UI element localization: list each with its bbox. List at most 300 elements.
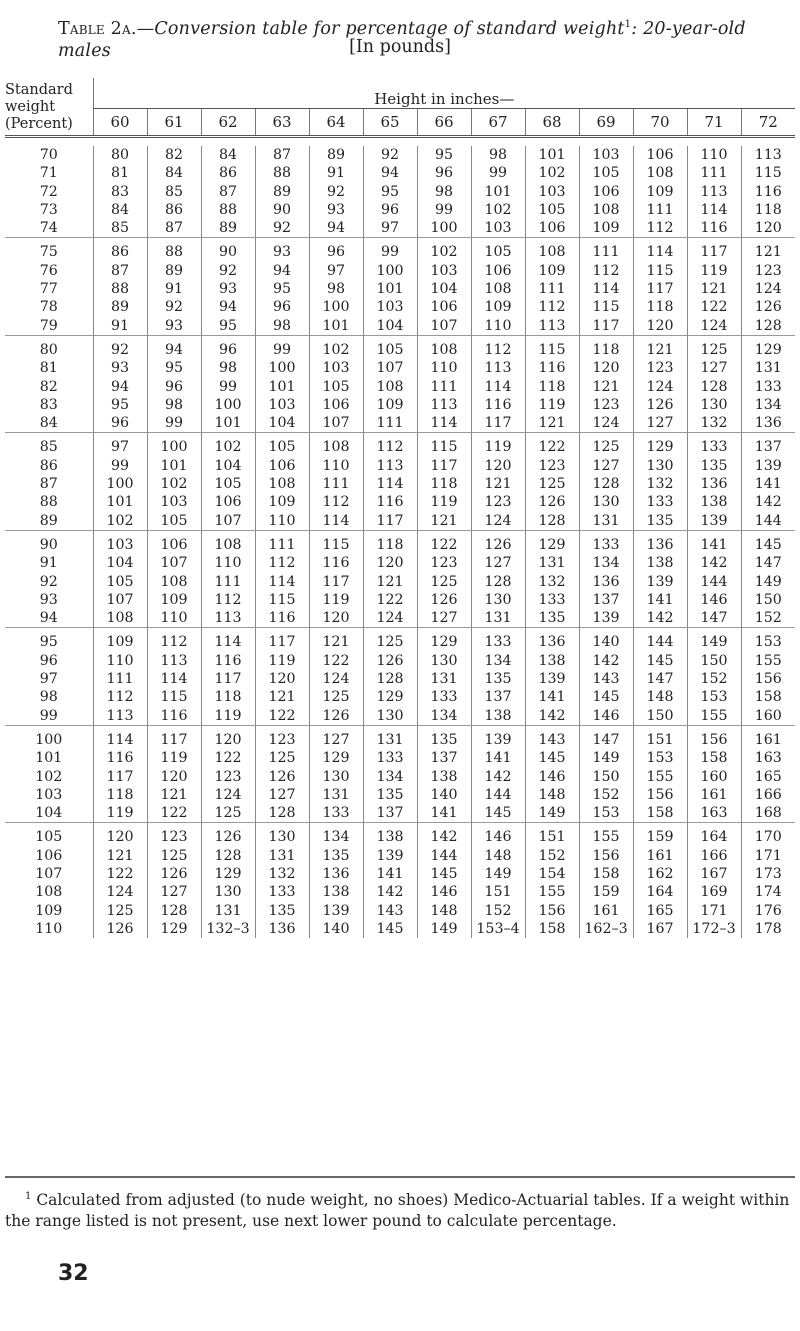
weight-cell: 132 xyxy=(525,573,579,591)
weight-cell: 86 xyxy=(201,164,255,182)
weight-cell: 106 xyxy=(633,146,687,164)
weight-cell: 107 xyxy=(201,512,255,531)
weight-cell: 116 xyxy=(741,183,795,201)
table-row xyxy=(5,804,795,823)
weight-cell: 124 xyxy=(633,378,687,396)
title-text: Conversion table for percentage of standard weight xyxy=(154,18,625,39)
weight-cell: 142 xyxy=(417,828,471,846)
weight-cell: 136 xyxy=(741,414,795,433)
weight-cell: 93 xyxy=(201,280,255,298)
standard-weight-percent-cell: 92 xyxy=(39,573,58,590)
standard-weight-percent-cell: 87 xyxy=(39,476,58,493)
weight-cell: 112 xyxy=(255,554,309,572)
weight-cell: 135 xyxy=(633,512,687,531)
weight-cell: 124 xyxy=(579,414,633,433)
weight-cell: 97 xyxy=(93,438,147,456)
table-row xyxy=(5,688,795,706)
weight-cell: 92 xyxy=(93,341,147,359)
weight-cell: 150 xyxy=(741,591,795,609)
weight-cell: 133 xyxy=(309,804,363,823)
table-row xyxy=(5,164,795,182)
weight-cell: 86 xyxy=(93,243,147,261)
standard-weight-percent-cell: 108 xyxy=(35,884,63,901)
weight-cell: 125 xyxy=(579,438,633,456)
standard-weight-percent-cell: 101 xyxy=(35,750,63,767)
weight-cell: 99 xyxy=(417,201,471,219)
weight-cell: 131 xyxy=(417,670,471,688)
weight-cell: 111 xyxy=(93,670,147,688)
weight-cell: 89 xyxy=(147,262,201,280)
weight-cell: 94 xyxy=(309,219,363,238)
table-row xyxy=(5,828,795,846)
weight-cell: 147 xyxy=(687,609,741,628)
weight-cell: 96 xyxy=(417,164,471,182)
weight-cell: 92 xyxy=(363,146,417,164)
standard-weight-percent-cell: 83 xyxy=(39,396,58,413)
weight-cell: 108 xyxy=(255,475,309,493)
standard-weight-percent-cell: 97 xyxy=(39,671,58,688)
weight-cell: 113 xyxy=(525,317,579,336)
height-column-header: 67 xyxy=(471,109,525,137)
weight-cell: 124 xyxy=(363,609,417,628)
weight-cell: 105 xyxy=(93,573,147,591)
standard-weight-percent-cell: 74 xyxy=(39,220,58,237)
weight-cell: 99 xyxy=(201,378,255,396)
weight-cell: 114 xyxy=(93,731,147,749)
weight-cell: 109 xyxy=(255,493,309,511)
weight-cell: 116 xyxy=(201,652,255,670)
weight-cell: 121 xyxy=(687,280,741,298)
weight-cell: 96 xyxy=(201,341,255,359)
stub-header-line: weight xyxy=(5,99,56,115)
standard-weight-percent-cell: 96 xyxy=(39,652,58,669)
height-column-header: 71 xyxy=(687,109,741,137)
weight-cell: 149 xyxy=(579,749,633,767)
table-row xyxy=(5,652,795,670)
weight-cell: 139 xyxy=(363,847,417,865)
weight-cell: 106 xyxy=(309,396,363,414)
standard-weight-percent-cell: 102 xyxy=(35,768,63,785)
footnote-text: Calculated from adjusted (to nude weight, no shoes) Medico-Actuarial tables. If a weight within the range listed is not present, use next lower pound to calculate percentage. xyxy=(5,1191,790,1231)
table-row xyxy=(5,749,795,767)
weight-cell: 103 xyxy=(93,536,147,554)
weight-cell: 158 xyxy=(741,688,795,706)
weight-cell: 128 xyxy=(147,902,201,920)
weight-cell: 87 xyxy=(147,219,201,238)
weight-cell: 167 xyxy=(687,865,741,883)
weight-cell: 88 xyxy=(93,280,147,298)
weight-cell: 128 xyxy=(255,804,309,823)
weight-cell: 98 xyxy=(309,280,363,298)
weight-cell: 129 xyxy=(201,865,255,883)
weight-cell: 120 xyxy=(147,768,201,786)
table-row xyxy=(5,201,795,219)
weight-cell: 142 xyxy=(363,883,417,901)
weight-cell: 145 xyxy=(741,536,795,554)
weight-cell: 150 xyxy=(687,652,741,670)
weight-cell: 145 xyxy=(471,804,525,823)
weight-cell: 145 xyxy=(417,865,471,883)
weight-cell: 111 xyxy=(363,414,417,433)
weight-cell: 151 xyxy=(471,883,525,901)
weight-cell: 109 xyxy=(93,633,147,651)
weight-cell: 112 xyxy=(147,633,201,651)
height-column-header: 64 xyxy=(309,109,363,137)
weight-cell: 116 xyxy=(363,493,417,511)
weight-cell: 159 xyxy=(579,883,633,901)
weight-cell: 109 xyxy=(579,219,633,238)
weight-cell: 121 xyxy=(633,341,687,359)
weight-cell: 133 xyxy=(255,883,309,901)
weight-cell: 114 xyxy=(579,280,633,298)
weight-cell: 130 xyxy=(309,768,363,786)
weight-cell: 119 xyxy=(93,804,147,823)
weight-cell: 87 xyxy=(255,146,309,164)
weight-cell: 134 xyxy=(363,768,417,786)
standard-weight-percent-cell: 106 xyxy=(35,847,63,864)
weight-cell: 117 xyxy=(579,317,633,336)
weight-cell: 122 xyxy=(201,749,255,767)
weight-cell: 110 xyxy=(417,359,471,377)
weight-cell: 118 xyxy=(93,786,147,804)
standard-weight-percent-cell: 79 xyxy=(39,317,58,334)
weight-cell: 138 xyxy=(417,768,471,786)
standard-weight-percent-cell: 107 xyxy=(35,865,63,882)
weight-cell: 88 xyxy=(255,164,309,182)
weight-cell: 137 xyxy=(363,804,417,823)
weight-cell: 103 xyxy=(579,146,633,164)
weight-cell: 143 xyxy=(363,902,417,920)
weight-cell: 127 xyxy=(309,731,363,749)
weight-cell: 138 xyxy=(363,828,417,846)
weight-cell: 108 xyxy=(633,164,687,182)
weight-cell: 143 xyxy=(525,731,579,749)
weight-cell: 164 xyxy=(687,828,741,846)
weight-cell: 129 xyxy=(741,341,795,359)
weight-cell: 94 xyxy=(93,378,147,396)
weight-cell: 95 xyxy=(147,359,201,377)
standard-weight-percent-cell: 110 xyxy=(35,920,63,937)
weight-cell: 126 xyxy=(525,493,579,511)
table-header xyxy=(5,78,795,137)
weight-cell: 126 xyxy=(741,298,795,316)
weight-cell: 156 xyxy=(633,786,687,804)
weight-cell: 148 xyxy=(471,847,525,865)
table-row xyxy=(5,396,795,414)
weight-cell: 138 xyxy=(525,652,579,670)
weight-cell: 150 xyxy=(633,707,687,726)
weight-cell: 99 xyxy=(471,164,525,182)
weight-cell: 128 xyxy=(471,573,525,591)
weight-cell: 114 xyxy=(201,633,255,651)
weight-cell: 127 xyxy=(255,786,309,804)
weight-cell: 121 xyxy=(363,573,417,591)
weight-cell: 169 xyxy=(687,883,741,901)
weight-cell: 154 xyxy=(525,865,579,883)
table-row xyxy=(5,847,795,865)
weight-cell: 92 xyxy=(147,298,201,316)
weight-cell: 130 xyxy=(201,883,255,901)
weight-cell: 107 xyxy=(309,414,363,433)
weight-cell: 109 xyxy=(525,262,579,280)
weight-cell: 126 xyxy=(201,828,255,846)
weight-cell: 145 xyxy=(633,652,687,670)
weight-cell: 124 xyxy=(687,317,741,336)
weight-cell: 109 xyxy=(147,591,201,609)
weight-cell: 126 xyxy=(255,768,309,786)
stub-header-line: Standard xyxy=(5,82,73,98)
weight-cell: 95 xyxy=(201,317,255,336)
standard-weight-percent-cell: 90 xyxy=(39,536,58,553)
weight-cell: 155 xyxy=(525,883,579,901)
weight-cell: 142 xyxy=(741,493,795,511)
weight-cell: 128 xyxy=(741,317,795,336)
weight-cell: 126 xyxy=(633,396,687,414)
weight-cell: 148 xyxy=(417,902,471,920)
weight-cell: 149 xyxy=(471,865,525,883)
weight-cell: 130 xyxy=(363,707,417,726)
weight-cell: 108 xyxy=(525,243,579,261)
weight-cell: 114 xyxy=(309,512,363,531)
weight-cell: 163 xyxy=(687,804,741,823)
weight-cell: 101 xyxy=(525,146,579,164)
weight-cell: 98 xyxy=(255,317,309,336)
weight-cell: 131 xyxy=(579,512,633,531)
weight-cell: 94 xyxy=(147,341,201,359)
weight-cell: 164 xyxy=(633,883,687,901)
weight-cell: 101 xyxy=(147,457,201,475)
weight-cell: 88 xyxy=(201,201,255,219)
weight-cell: 125 xyxy=(687,341,741,359)
table-row xyxy=(5,493,795,511)
weight-cell: 95 xyxy=(363,183,417,201)
weight-cell: 111 xyxy=(201,573,255,591)
weight-cell: 129 xyxy=(363,688,417,706)
title-text-2: : 20-year-old males xyxy=(58,18,746,61)
weight-cell: 123 xyxy=(633,359,687,377)
weight-cell: 117 xyxy=(687,243,741,261)
weight-cell: 101 xyxy=(255,378,309,396)
weight-cell: 156 xyxy=(525,902,579,920)
standard-weight-percent-cell: 76 xyxy=(39,262,58,279)
table-row xyxy=(5,457,795,475)
weight-cell: 174 xyxy=(741,883,795,901)
weight-cell: 112 xyxy=(525,298,579,316)
weight-cell: 121 xyxy=(525,414,579,433)
weight-cell: 138 xyxy=(309,883,363,901)
weight-cell: 124 xyxy=(741,280,795,298)
weight-cell: 100 xyxy=(363,262,417,280)
weight-cell: 133 xyxy=(741,378,795,396)
weight-cell: 112 xyxy=(633,219,687,238)
table-row xyxy=(5,243,795,261)
table-row xyxy=(5,262,795,280)
weight-cell: 153 xyxy=(687,688,741,706)
table-row xyxy=(5,670,795,688)
weight-cell: 153–4 xyxy=(471,920,525,938)
table-row xyxy=(5,920,795,938)
weight-cell: 106 xyxy=(579,183,633,201)
weight-cell: 141 xyxy=(525,688,579,706)
weight-cell: 120 xyxy=(309,609,363,628)
weight-cell: 104 xyxy=(255,414,309,433)
weight-cell: 110 xyxy=(687,146,741,164)
weight-cell: 146 xyxy=(471,828,525,846)
weight-cell: 89 xyxy=(201,219,255,238)
weight-cell: 110 xyxy=(201,554,255,572)
weight-cell: 109 xyxy=(471,298,525,316)
stub-header-line: (Percent) xyxy=(5,116,73,132)
weight-cell: 89 xyxy=(93,298,147,316)
table-row xyxy=(5,554,795,572)
weight-cell: 123 xyxy=(525,457,579,475)
standard-weight-percent-cell: 71 xyxy=(39,165,58,182)
weight-cell: 104 xyxy=(417,280,471,298)
weight-cell: 122 xyxy=(687,298,741,316)
weight-cell: 130 xyxy=(471,591,525,609)
table-row xyxy=(5,536,795,554)
weight-cell: 117 xyxy=(255,633,309,651)
weight-cell: 104 xyxy=(363,317,417,336)
weight-cell: 112 xyxy=(201,591,255,609)
weight-cell: 120 xyxy=(93,828,147,846)
weight-cell: 122 xyxy=(255,707,309,726)
weight-cell: 133 xyxy=(525,591,579,609)
standard-weight-percent-cell: 105 xyxy=(35,829,63,846)
table-row xyxy=(5,731,795,749)
weight-cell: 108 xyxy=(201,536,255,554)
weight-cell: 113 xyxy=(201,609,255,628)
standard-weight-percent-cell: 86 xyxy=(39,457,58,474)
weight-cell: 135 xyxy=(525,609,579,628)
weight-cell: 128 xyxy=(201,847,255,865)
weight-cell: 113 xyxy=(471,359,525,377)
table-row xyxy=(5,438,795,456)
table-row xyxy=(5,359,795,377)
weight-cell: 147 xyxy=(741,554,795,572)
weight-cell: 87 xyxy=(93,262,147,280)
weight-cell: 81 xyxy=(93,164,147,182)
table-row xyxy=(5,219,795,238)
standard-weight-percent-cell: 88 xyxy=(39,494,58,511)
weight-cell: 121 xyxy=(741,243,795,261)
weight-cell: 101 xyxy=(201,414,255,433)
weight-cell: 107 xyxy=(363,359,417,377)
weight-cell: 119 xyxy=(525,396,579,414)
standard-weight-percent-cell: 84 xyxy=(39,415,58,432)
weight-cell: 161 xyxy=(687,786,741,804)
title-footnote-mark: 1 xyxy=(624,19,632,30)
weight-cell: 111 xyxy=(255,536,309,554)
weight-cell: 107 xyxy=(417,317,471,336)
weight-cell: 102 xyxy=(147,475,201,493)
weight-cell: 127 xyxy=(633,414,687,433)
weight-cell: 111 xyxy=(633,201,687,219)
weight-cell: 172–3 xyxy=(687,920,741,938)
weight-cell: 119 xyxy=(255,652,309,670)
weight-cell: 102 xyxy=(417,243,471,261)
weight-cell: 140 xyxy=(579,633,633,651)
weight-cell: 84 xyxy=(201,146,255,164)
weight-cell: 141 xyxy=(741,475,795,493)
weight-cell: 117 xyxy=(201,670,255,688)
weight-cell: 97 xyxy=(363,219,417,238)
weight-cell: 112 xyxy=(471,341,525,359)
weight-cell: 83 xyxy=(93,183,147,201)
weight-cell: 118 xyxy=(741,201,795,219)
weight-cell: 84 xyxy=(93,201,147,219)
weight-cell: 134 xyxy=(471,652,525,670)
table-row xyxy=(5,298,795,316)
weight-cell: 165 xyxy=(741,768,795,786)
weight-cell: 117 xyxy=(633,280,687,298)
weight-cell: 92 xyxy=(255,219,309,238)
weight-cell: 147 xyxy=(633,670,687,688)
table-row xyxy=(5,317,795,336)
weight-cell: 135 xyxy=(309,847,363,865)
footnote xyxy=(5,1186,795,1232)
weight-cell: 95 xyxy=(93,396,147,414)
weight-cell: 153 xyxy=(579,804,633,823)
weight-cell: 113 xyxy=(93,707,147,726)
weight-cell: 126 xyxy=(93,920,147,938)
weight-cell: 108 xyxy=(309,438,363,456)
weight-cell: 133 xyxy=(471,633,525,651)
weight-cell: 131 xyxy=(525,554,579,572)
weight-cell: 114 xyxy=(255,573,309,591)
weight-cell: 141 xyxy=(471,749,525,767)
footnote-mark: 1 xyxy=(25,1191,32,1202)
weight-cell: 119 xyxy=(687,262,741,280)
table-row xyxy=(5,183,795,201)
weight-cell: 93 xyxy=(147,317,201,336)
weight-cell: 130 xyxy=(687,396,741,414)
weight-cell: 121 xyxy=(147,786,201,804)
weight-cell: 173 xyxy=(741,865,795,883)
table-body xyxy=(5,137,795,939)
weight-cell: 142 xyxy=(633,609,687,628)
weight-cell: 125 xyxy=(525,475,579,493)
weight-cell: 126 xyxy=(417,591,471,609)
table-row xyxy=(5,280,795,298)
weight-cell: 125 xyxy=(93,902,147,920)
weight-cell: 100 xyxy=(309,298,363,316)
weight-cell: 111 xyxy=(417,378,471,396)
weight-cell: 127 xyxy=(687,359,741,377)
weight-cell: 132 xyxy=(255,865,309,883)
weight-cell: 137 xyxy=(471,688,525,706)
weight-cell: 135 xyxy=(363,786,417,804)
weight-cell: 129 xyxy=(309,749,363,767)
weight-cell: 126 xyxy=(471,536,525,554)
weight-cell: 152 xyxy=(687,670,741,688)
weight-cell: 135 xyxy=(417,731,471,749)
weight-cell: 162–3 xyxy=(579,920,633,938)
weight-cell: 106 xyxy=(471,262,525,280)
weight-cell: 87 xyxy=(201,183,255,201)
weight-cell: 101 xyxy=(363,280,417,298)
weight-cell: 136 xyxy=(525,633,579,651)
weight-cell: 130 xyxy=(579,493,633,511)
weight-cell: 107 xyxy=(93,591,147,609)
weight-cell: 102 xyxy=(309,341,363,359)
weight-cell: 122 xyxy=(147,804,201,823)
weight-cell: 100 xyxy=(201,396,255,414)
weight-cell: 120 xyxy=(633,317,687,336)
table-row xyxy=(5,591,795,609)
weight-cell: 138 xyxy=(471,707,525,726)
weight-cell: 142 xyxy=(579,652,633,670)
